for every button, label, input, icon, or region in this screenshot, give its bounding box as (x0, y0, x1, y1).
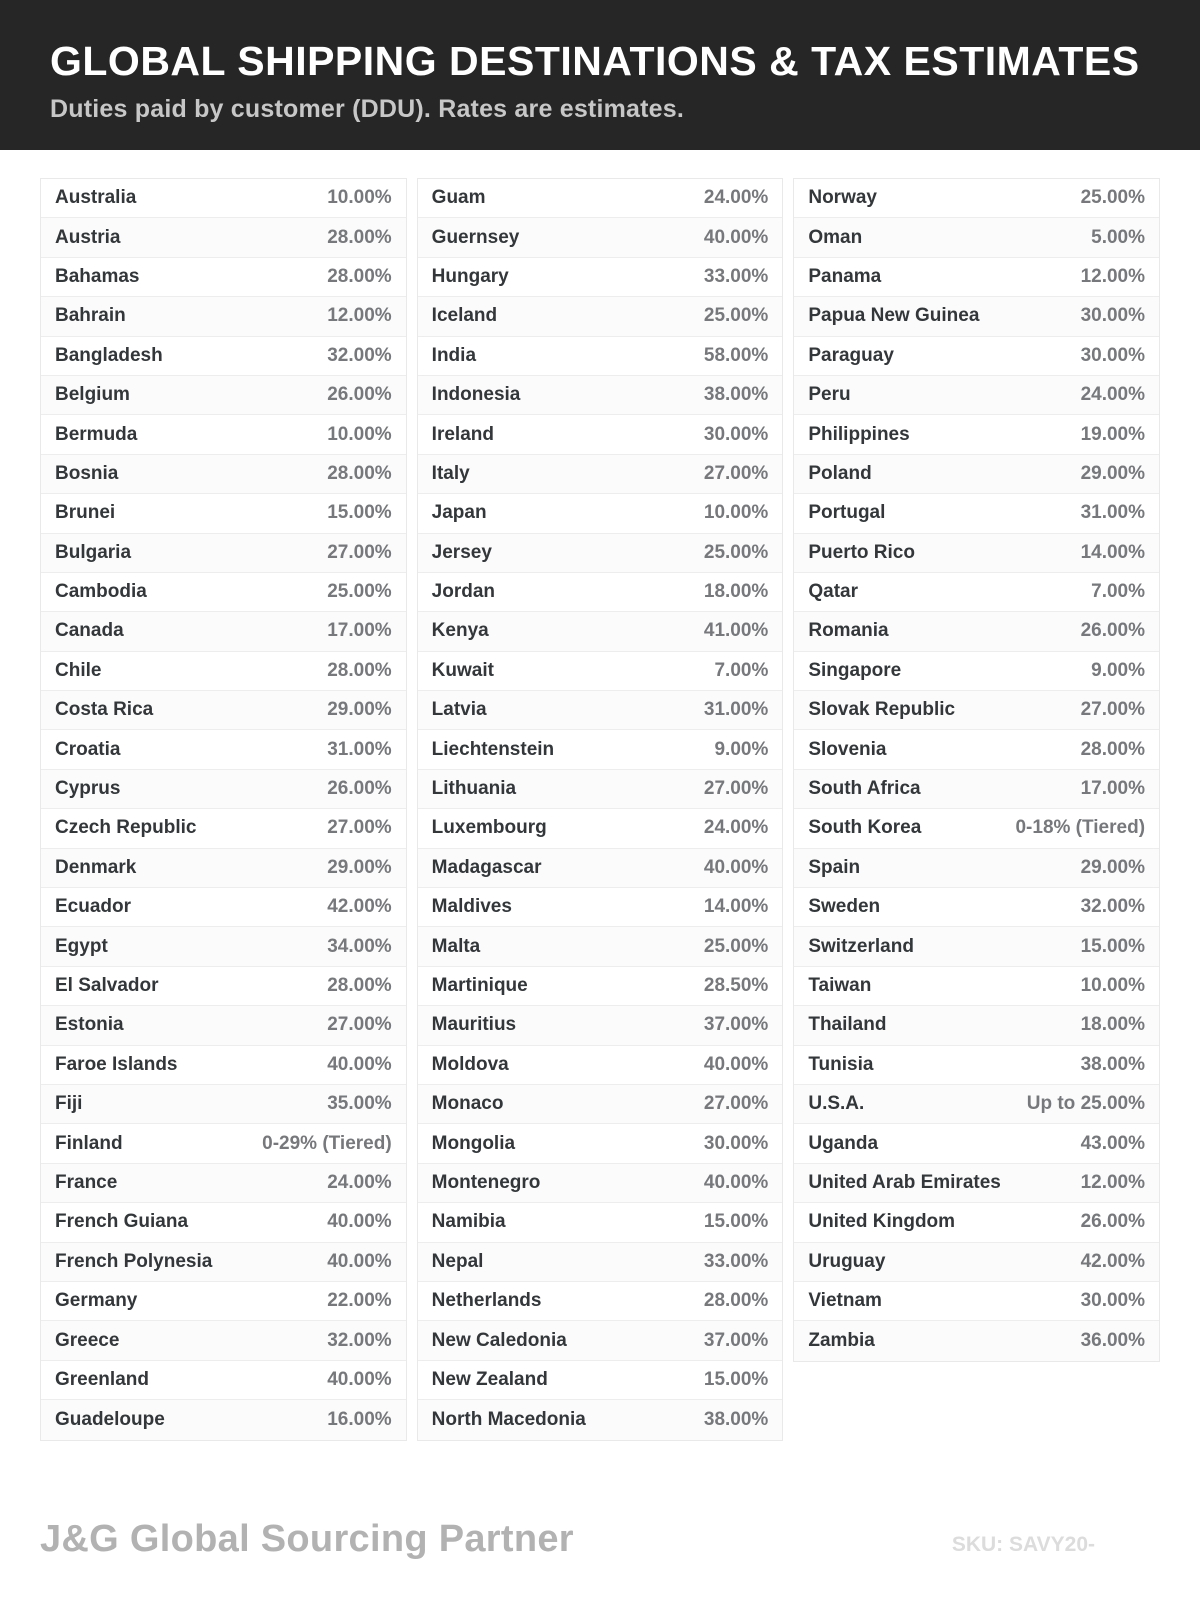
tax-rate: 10.00% (1080, 975, 1146, 996)
table-row (41, 1203, 406, 1242)
table-row (41, 888, 406, 927)
tax-rate: 18.00% (703, 581, 769, 603)
country-name: Jersey (431, 541, 492, 563)
table-row (418, 612, 783, 651)
tax-rate: 24.00% (703, 817, 769, 839)
country-name: Canada (55, 620, 124, 642)
country-name: Cambodia (55, 581, 147, 603)
tax-rate: 26.00% (327, 778, 392, 800)
tax-rate: 15.00% (703, 1211, 769, 1233)
country-name: Papua New Guinea (808, 305, 980, 327)
table-row (41, 1243, 406, 1282)
table-row (41, 1282, 406, 1321)
tax-rate: 24.00% (703, 187, 769, 209)
country-name: Guadeloupe (55, 1408, 165, 1430)
country-name: U.S.A. (808, 1093, 865, 1115)
table-row (418, 1006, 783, 1045)
country-name: Bahrain (55, 305, 126, 327)
table-row (41, 1400, 406, 1439)
table-row (418, 1164, 783, 1203)
table-row (418, 1361, 783, 1400)
country-name: Poland (808, 462, 872, 484)
tax-rate: 33.00% (703, 1250, 769, 1272)
tax-rate: 27.00% (703, 1093, 769, 1115)
table-row (41, 455, 406, 494)
table-row (794, 809, 1159, 848)
table-row (794, 1203, 1159, 1242)
country-name: Switzerland (808, 935, 914, 957)
tax-rate: 43.00% (1080, 1132, 1146, 1154)
tax-rate: 12.00% (1080, 1171, 1146, 1193)
tax-rate: 40.00% (327, 1250, 392, 1272)
country-name: Panama (808, 265, 882, 287)
tax-rate: 29.00% (327, 699, 392, 721)
table-row (794, 573, 1159, 612)
tax-rate: 32.00% (327, 344, 392, 366)
country-name: Estonia (55, 1014, 124, 1036)
tax-rate: 40.00% (703, 856, 769, 878)
tax-rate: 25.00% (327, 581, 392, 603)
country-name: Brunei (55, 502, 116, 524)
table-row (418, 297, 783, 336)
tax-rate: 28.00% (327, 226, 392, 248)
table-row (41, 573, 406, 612)
rates-column-3 (793, 178, 1160, 1362)
country-name: Romania (808, 620, 889, 642)
tax-rate: 18.00% (1080, 1014, 1146, 1036)
table-row (794, 967, 1159, 1006)
table-row (418, 455, 783, 494)
country-name: Tunisia (808, 1053, 874, 1075)
country-name: Luxembourg (431, 817, 547, 839)
brand-name: J&G Global Sourcing Partner (40, 1518, 574, 1560)
country-name: Finland (55, 1132, 123, 1154)
country-name: Sweden (808, 896, 881, 918)
table-row (418, 534, 783, 573)
table-row (418, 1124, 783, 1163)
country-name: Vietnam (808, 1290, 882, 1312)
tax-rate: 24.00% (327, 1171, 392, 1193)
table-row (794, 179, 1159, 218)
tax-rate: 26.00% (327, 384, 392, 406)
rates-column-1 (40, 178, 407, 1441)
page-title: GLOBAL SHIPPING DESTINATIONS & TAX ESTIMATES (50, 38, 1140, 84)
table-row (418, 730, 783, 769)
table-row (41, 612, 406, 651)
country-name: Czech Republic (55, 817, 197, 839)
tax-rate: 15.00% (1080, 935, 1146, 957)
country-name: Belgium (55, 384, 130, 406)
country-name: North Macedonia (431, 1408, 586, 1430)
table-row (41, 337, 406, 376)
country-name: Namibia (431, 1211, 506, 1233)
country-name: Chile (55, 659, 102, 681)
country-name: Italy (431, 462, 470, 484)
tax-rate: 37.00% (703, 1014, 769, 1036)
country-name: Mongolia (431, 1132, 516, 1154)
tax-rate: 34.00% (327, 935, 392, 957)
country-name: Maldives (431, 896, 512, 918)
country-name: Bermuda (55, 423, 138, 445)
country-name: Ireland (431, 423, 494, 445)
country-name: Kenya (431, 620, 489, 642)
tax-rate: 25.00% (703, 935, 769, 957)
table-row (41, 1124, 406, 1163)
tax-rate: 28.00% (327, 462, 392, 484)
tax-rate: 58.00% (703, 344, 769, 366)
country-name: Moldova (431, 1053, 509, 1075)
tax-rate: 15.00% (327, 502, 392, 524)
country-name: Norway (808, 187, 877, 209)
table-row (794, 1321, 1159, 1360)
table-row (418, 770, 783, 809)
tax-rate: 27.00% (703, 462, 769, 484)
country-name: Mauritius (431, 1014, 517, 1036)
country-name: Fiji (55, 1093, 83, 1115)
tax-rate: 25.00% (1080, 187, 1146, 209)
country-name: Bahamas (55, 265, 140, 287)
tax-rate: 42.00% (1080, 1250, 1146, 1272)
country-name: French Guiana (55, 1211, 189, 1233)
tax-rate: 35.00% (327, 1093, 392, 1115)
tax-rate: 38.00% (703, 1408, 769, 1430)
table-row (41, 1006, 406, 1045)
table-row (794, 770, 1159, 809)
tax-rate: 31.00% (703, 699, 769, 721)
rates-column-2 (417, 178, 784, 1441)
tax-rate: 30.00% (1080, 305, 1146, 327)
country-name: Bosnia (55, 462, 119, 484)
tax-rate: 10.00% (703, 502, 769, 524)
tax-rate: 30.00% (703, 1132, 769, 1154)
table-row (41, 967, 406, 1006)
tax-rate: 38.00% (703, 384, 769, 406)
country-name: Kuwait (431, 659, 494, 681)
table-row (41, 494, 406, 533)
table-row (41, 415, 406, 454)
table-row (41, 770, 406, 809)
table-row (418, 494, 783, 533)
country-name: Jordan (431, 581, 496, 603)
country-name: United Arab Emirates (808, 1171, 1001, 1193)
country-name: India (431, 344, 477, 366)
tax-rate: 36.00% (1080, 1330, 1146, 1352)
tax-rate: 15.00% (703, 1368, 769, 1390)
tax-rate: 33.00% (703, 265, 769, 287)
table-row (41, 927, 406, 966)
table-row (41, 849, 406, 888)
table-row (418, 1400, 783, 1439)
table-row (418, 849, 783, 888)
country-name: Croatia (55, 738, 121, 760)
tax-rate: 30.00% (703, 423, 769, 445)
country-name: Puerto Rico (808, 541, 915, 563)
table-row (418, 218, 783, 257)
tax-rate: 29.00% (327, 856, 392, 878)
page-header (0, 0, 1200, 150)
page-subtitle: Duties paid by customer (DDU). Rates are estimates. (50, 95, 685, 123)
tax-rate: 41.00% (703, 620, 769, 642)
tax-rate: 12.00% (1080, 265, 1146, 287)
tax-rate: 10.00% (327, 423, 392, 445)
tax-rate: 17.00% (1080, 778, 1146, 800)
table-row (418, 1282, 783, 1321)
country-name: Bulgaria (55, 541, 132, 563)
table-row (794, 258, 1159, 297)
page-footer (0, 1518, 1200, 1561)
country-name: Australia (55, 187, 137, 209)
country-name: El Salvador (55, 975, 159, 996)
table-row (418, 337, 783, 376)
tax-rate: 17.00% (327, 620, 392, 642)
country-name: Montenegro (431, 1171, 541, 1193)
table-row (794, 1085, 1159, 1124)
country-name: Peru (808, 384, 851, 406)
table-row (41, 691, 406, 730)
tax-rate: 5.00% (1091, 226, 1146, 248)
country-name: Germany (55, 1290, 138, 1312)
country-name: Slovenia (808, 738, 887, 760)
table-row (41, 1361, 406, 1400)
table-row (418, 888, 783, 927)
table-row (418, 376, 783, 415)
tax-rate: 40.00% (327, 1368, 392, 1390)
table-row (418, 1046, 783, 1085)
tax-rate: 28.00% (703, 1290, 769, 1312)
country-name: Greece (55, 1329, 120, 1351)
table-row (794, 730, 1159, 769)
table-row (41, 534, 406, 573)
table-row (418, 1243, 783, 1282)
table-row (794, 297, 1159, 336)
country-name: New Zealand (431, 1368, 548, 1390)
country-name: Liechtenstein (431, 738, 555, 760)
country-name: Guam (431, 187, 486, 209)
tax-rate: 32.00% (327, 1329, 392, 1351)
table-row (794, 849, 1159, 888)
country-name: United Kingdom (808, 1211, 956, 1233)
sku-label: SKU: SAVY20- (951, 1533, 1095, 1556)
country-name: Netherlands (431, 1290, 542, 1312)
country-name: Egypt (55, 935, 108, 957)
table-row (41, 218, 406, 257)
tax-rate: 27.00% (327, 817, 392, 839)
table-row (794, 888, 1159, 927)
table-row (418, 415, 783, 454)
table-row (794, 376, 1159, 415)
tax-rate: 40.00% (703, 226, 769, 248)
table-row (794, 455, 1159, 494)
tax-rate: 40.00% (327, 1053, 392, 1075)
tax-rate: 31.00% (1080, 502, 1146, 524)
tax-rate: 31.00% (327, 738, 392, 760)
tax-rate: 30.00% (1080, 1290, 1146, 1312)
table-row (794, 612, 1159, 651)
tax-rate: Up to 25.00% (1026, 1093, 1146, 1115)
country-name: Portugal (808, 502, 886, 524)
country-name: Bangladesh (55, 344, 163, 366)
country-name: Indonesia (431, 384, 521, 406)
tax-rate: 42.00% (327, 896, 392, 918)
table-row (794, 927, 1159, 966)
tax-rate: 0-18% (Tiered) (1015, 817, 1146, 839)
table-row (794, 652, 1159, 691)
tax-rate: 28.00% (327, 265, 392, 287)
tax-rate: 32.00% (1080, 896, 1146, 918)
country-name: Singapore (808, 659, 902, 681)
country-name: Latvia (431, 699, 487, 721)
tax-rate: 30.00% (1080, 344, 1146, 366)
country-name: Ecuador (55, 896, 132, 918)
table-row (41, 1046, 406, 1085)
country-name: Monaco (431, 1093, 504, 1115)
table-row (794, 534, 1159, 573)
table-row (794, 1164, 1159, 1203)
country-name: Spain (808, 856, 861, 878)
tax-rate-table (40, 178, 1160, 1441)
country-name: Greenland (55, 1368, 149, 1390)
country-name: Uganda (808, 1132, 879, 1154)
country-name: Cyprus (55, 778, 121, 800)
table-row (794, 1046, 1159, 1085)
country-name: Martinique (431, 975, 528, 996)
tax-rate: 10.00% (327, 187, 392, 209)
country-name: Qatar (808, 581, 858, 603)
table-row (794, 1282, 1159, 1321)
country-name: Malta (431, 935, 481, 957)
tax-rate: 24.00% (1080, 384, 1146, 406)
table-row (794, 337, 1159, 376)
tax-rate: 7.00% (1091, 581, 1146, 603)
tax-rate: 28.00% (327, 659, 392, 681)
tax-rate: 38.00% (1080, 1053, 1146, 1075)
tax-rate: 40.00% (327, 1211, 392, 1233)
tax-rate: 28.00% (1080, 738, 1146, 760)
table-row (418, 927, 783, 966)
tax-rate: 14.00% (1080, 541, 1146, 563)
tax-rate: 40.00% (703, 1171, 769, 1193)
country-name: Lithuania (431, 778, 517, 800)
country-name: Madagascar (431, 856, 542, 878)
tax-rate: 16.00% (327, 1408, 392, 1430)
table-row (794, 1124, 1159, 1163)
table-row (41, 1164, 406, 1203)
tax-rate: 27.00% (703, 778, 769, 800)
table-row (794, 494, 1159, 533)
table-row (418, 967, 783, 1006)
country-name: Oman (808, 226, 863, 248)
table-row (41, 730, 406, 769)
tax-rate: 9.00% (1091, 659, 1146, 681)
tax-rate: 14.00% (703, 896, 769, 918)
table-row (418, 652, 783, 691)
tax-rate: 26.00% (1080, 1211, 1146, 1233)
country-name: Austria (55, 226, 121, 248)
country-name: Iceland (431, 305, 498, 327)
table-row (41, 297, 406, 336)
table-row (41, 1085, 406, 1124)
country-name: Zambia (808, 1330, 875, 1352)
country-name: Paraguay (808, 344, 894, 366)
table-row (418, 258, 783, 297)
table-row (418, 573, 783, 612)
country-name: South Africa (808, 778, 921, 800)
table-row (41, 258, 406, 297)
table-row (418, 1203, 783, 1242)
country-name: Philippines (808, 423, 910, 445)
tax-rate: 29.00% (1080, 856, 1146, 878)
table-row (41, 1321, 406, 1360)
table-row (794, 218, 1159, 257)
table-row (418, 1085, 783, 1124)
tax-rate: 27.00% (327, 541, 392, 563)
tax-rate: 25.00% (703, 541, 769, 563)
tax-rate: 7.00% (714, 659, 769, 681)
table-row (41, 179, 406, 218)
country-name: Guernsey (431, 226, 520, 248)
table-row (41, 809, 406, 848)
tax-rate: 26.00% (1080, 620, 1146, 642)
country-name: Denmark (55, 856, 137, 878)
tax-rate: 12.00% (327, 305, 392, 327)
table-row (794, 691, 1159, 730)
tax-rate: 27.00% (1080, 699, 1146, 721)
country-name: Thailand (808, 1014, 887, 1036)
tax-rate: 28.00% (327, 975, 392, 996)
country-name: Taiwan (808, 975, 872, 996)
table-row (418, 179, 783, 218)
country-name: South Korea (808, 817, 922, 839)
tax-rate: 29.00% (1080, 462, 1146, 484)
country-name: French Polynesia (55, 1250, 213, 1272)
table-row (794, 1006, 1159, 1045)
tax-rate: 40.00% (703, 1053, 769, 1075)
country-name: Uruguay (808, 1250, 886, 1272)
tax-rate: 25.00% (703, 305, 769, 327)
table-row (418, 1321, 783, 1360)
tax-rate: 0-29% (Tiered) (262, 1132, 392, 1154)
country-name: New Caledonia (431, 1329, 567, 1351)
tax-rate: 37.00% (703, 1329, 769, 1351)
table-row (41, 652, 406, 691)
tax-rate: 28.50% (703, 975, 769, 996)
country-name: France (55, 1171, 118, 1193)
tax-rate: 22.00% (327, 1290, 392, 1312)
country-name: Hungary (431, 265, 509, 287)
table-row (794, 1243, 1159, 1282)
country-name: Faroe Islands (55, 1053, 178, 1075)
country-name: Nepal (431, 1250, 484, 1272)
table-row (41, 376, 406, 415)
tax-rate: 27.00% (327, 1014, 392, 1036)
tax-rate: 9.00% (714, 738, 769, 760)
table-row (794, 415, 1159, 454)
country-name: Japan (431, 502, 487, 524)
tax-rate: 19.00% (1080, 423, 1146, 445)
country-name: Costa Rica (55, 699, 154, 721)
table-row (418, 809, 783, 848)
country-name: Slovak Republic (808, 699, 956, 721)
table-row (418, 691, 783, 730)
